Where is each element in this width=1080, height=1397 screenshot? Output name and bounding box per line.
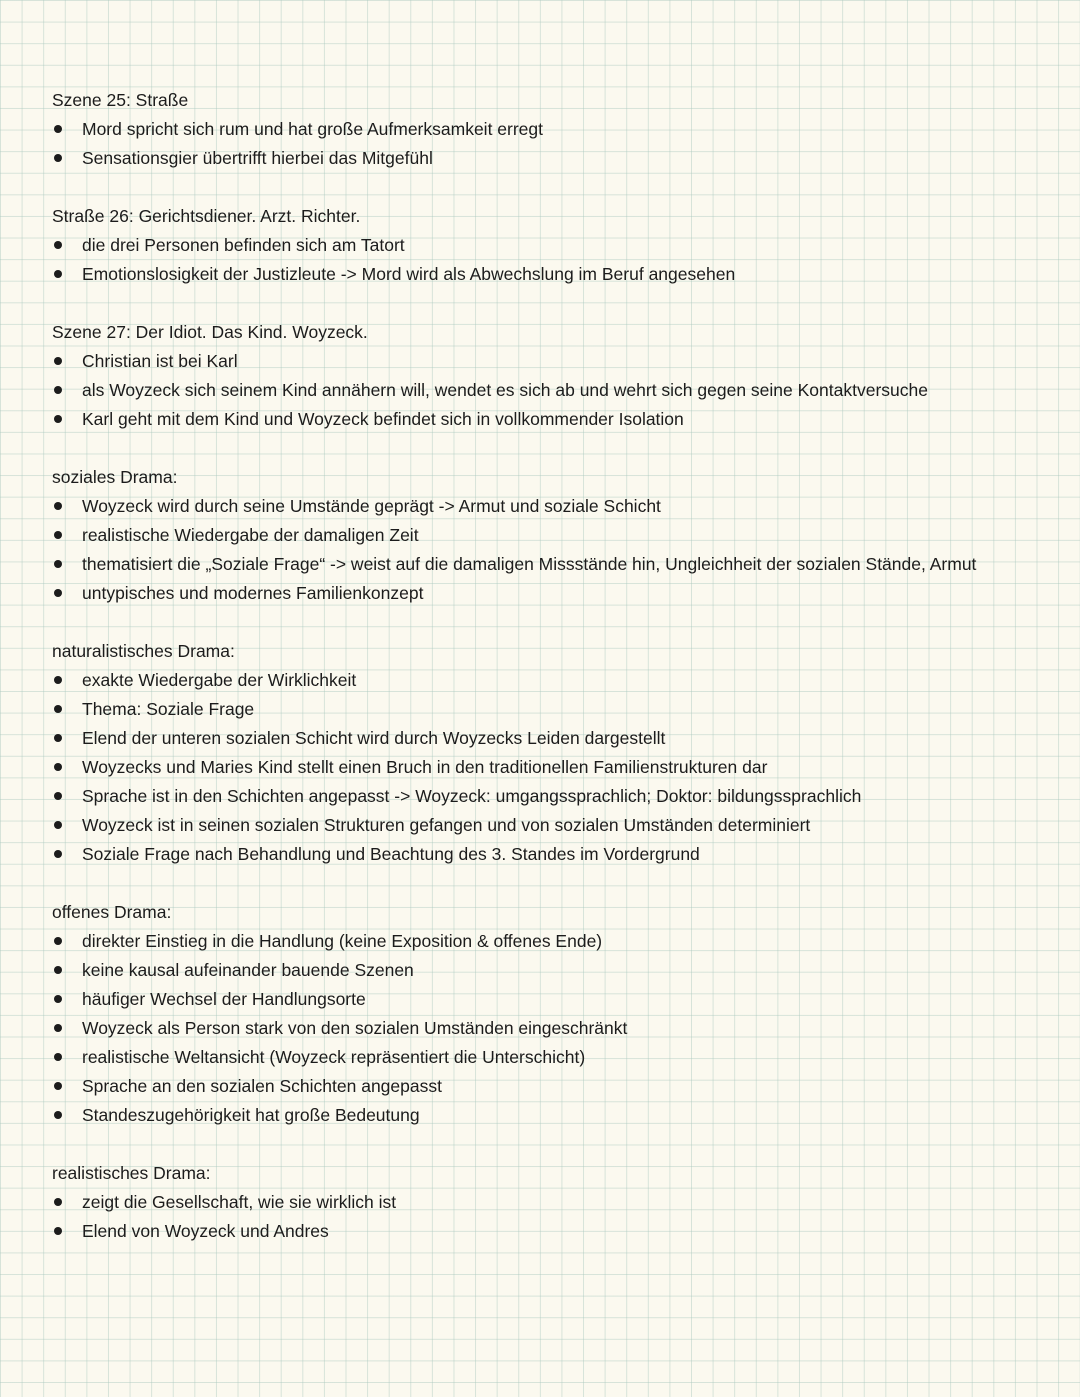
bullet-list xyxy=(52,115,1052,173)
bullet-item: Thema: Soziale Frage xyxy=(52,695,1052,724)
section-soziales-drama xyxy=(52,463,1052,608)
bullet-item: Woyzeck wird durch seine Umstände geprägt -> Armut und soziale Schicht xyxy=(52,492,1052,521)
bullet-list xyxy=(52,347,1052,434)
bullet-dot-icon xyxy=(54,589,62,597)
bullet-dot-icon xyxy=(54,734,62,742)
bullet-item: Standeszugehörigkeit hat große Bedeutung xyxy=(52,1101,1052,1130)
bullet-item: untypisches und modernes Familienkonzept xyxy=(52,579,1052,608)
bullet-item: Christian ist bei Karl xyxy=(52,347,1052,376)
section-heading: Straße 26: Gerichtsdiener. Arzt. Richter. xyxy=(52,206,361,226)
bullet-dot-icon xyxy=(54,1082,62,1090)
bullet-dot-icon xyxy=(54,1024,62,1032)
bullet-item: Woyzeck als Person stark von den sozialen Umständen eingeschränkt xyxy=(52,1014,1052,1043)
bullet-item: realistische Wiedergabe der damaligen Zeit xyxy=(52,521,1052,550)
bullet-list xyxy=(52,1188,1052,1246)
bullet-item: häufiger Wechsel der Handlungsorte xyxy=(52,985,1052,1014)
bullet-dot-icon xyxy=(54,241,62,249)
bullet-item: Woyzeck ist in seinen sozialen Strukturen gefangen und von sozialen Umständen determiniert xyxy=(52,811,1052,840)
section-heading: Szene 25: Straße xyxy=(52,90,189,110)
bullet-dot-icon xyxy=(54,270,62,278)
bullet-dot-icon xyxy=(54,1111,62,1119)
bullet-dot-icon xyxy=(54,966,62,974)
bullet-item: Elend von Woyzeck und Andres xyxy=(52,1217,1052,1246)
bullet-item: Emotionslosigkeit der Justizleute -> Mord wird als Abwechslung im Beruf angesehen xyxy=(52,260,1052,289)
bullet-item: Karl geht mit dem Kind und Woyzeck befindet sich in vollkommender Isolation xyxy=(52,405,1052,434)
section-strasse-26 xyxy=(52,202,1052,289)
section-heading: naturalistisches Drama: xyxy=(52,641,235,661)
bullet-item: als Woyzeck sich seinem Kind annähern will, wendet es sich ab und wehrt sich gegen seine Kontaktversuche xyxy=(52,376,1052,405)
bullet-item: keine kausal aufeinander bauende Szenen xyxy=(52,956,1052,985)
section-realistisches-drama xyxy=(52,1159,1052,1246)
bullet-list xyxy=(52,927,1052,1130)
bullet-item: die drei Personen befinden sich am Tatort xyxy=(52,231,1052,260)
bullet-item: Elend der unteren sozialen Schicht wird durch Woyzecks Leiden dargestellt xyxy=(52,724,1052,753)
notes-content xyxy=(52,86,1052,1275)
bullet-dot-icon xyxy=(54,560,62,568)
section-naturalistisches-drama xyxy=(52,637,1052,869)
section-szene-27 xyxy=(52,318,1052,434)
section-offenes-drama xyxy=(52,898,1052,1130)
bullet-dot-icon xyxy=(54,357,62,365)
bullet-dot-icon xyxy=(54,1198,62,1206)
bullet-item: Woyzecks und Maries Kind stellt einen Bruch in den traditionellen Familienstrukturen dar xyxy=(52,753,1052,782)
bullet-item: thematisiert die „Soziale Frage“ -> weist auf die damaligen Missstände hin, Ungleichheit der sozialen Stände, Armut xyxy=(52,550,1052,579)
bullet-dot-icon xyxy=(54,995,62,1003)
bullet-dot-icon xyxy=(54,154,62,162)
bullet-dot-icon xyxy=(54,850,62,858)
bullet-item: Soziale Frage nach Behandlung und Beachtung des 3. Standes im Vordergrund xyxy=(52,840,1052,869)
bullet-item: exakte Wiedergabe der Wirklichkeit xyxy=(52,666,1052,695)
bullet-dot-icon xyxy=(54,763,62,771)
bullet-list xyxy=(52,666,1052,869)
bullet-dot-icon xyxy=(54,792,62,800)
bullet-item: Sprache an den sozialen Schichten angepasst xyxy=(52,1072,1052,1101)
bullet-item: Mord spricht sich rum und hat große Aufmerksamkeit erregt xyxy=(52,115,1052,144)
bullet-item: Sprache ist in den Schichten angepasst -> Woyzeck: umgangssprachlich; Doktor: bildungssprachlich xyxy=(52,782,1052,811)
bullet-dot-icon xyxy=(54,705,62,713)
section-heading: Szene 27: Der Idiot. Das Kind. Woyzeck. xyxy=(52,322,368,342)
section-heading: soziales Drama: xyxy=(52,467,178,487)
bullet-list xyxy=(52,231,1052,289)
bullet-item: realistische Weltansicht (Woyzeck repräsentiert die Unterschicht) xyxy=(52,1043,1052,1072)
section-szene-25 xyxy=(52,86,1052,173)
bullet-dot-icon xyxy=(54,676,62,684)
bullet-item: direkter Einstieg in die Handlung (keine Exposition & offenes Ende) xyxy=(52,927,1052,956)
bullet-dot-icon xyxy=(54,1053,62,1061)
bullet-dot-icon xyxy=(54,386,62,394)
bullet-dot-icon xyxy=(54,937,62,945)
bullet-item: Sensationsgier übertrifft hierbei das Mitgefühl xyxy=(52,144,1052,173)
bullet-dot-icon xyxy=(54,1227,62,1235)
bullet-dot-icon xyxy=(54,125,62,133)
bullet-dot-icon xyxy=(54,821,62,829)
bullet-list xyxy=(52,492,1052,608)
section-heading: realistisches Drama: xyxy=(52,1163,211,1183)
bullet-item: zeigt die Gesellschaft, wie sie wirklich ist xyxy=(52,1188,1052,1217)
bullet-dot-icon xyxy=(54,502,62,510)
bullet-dot-icon xyxy=(54,415,62,423)
section-heading: offenes Drama: xyxy=(52,902,172,922)
bullet-dot-icon xyxy=(54,531,62,539)
